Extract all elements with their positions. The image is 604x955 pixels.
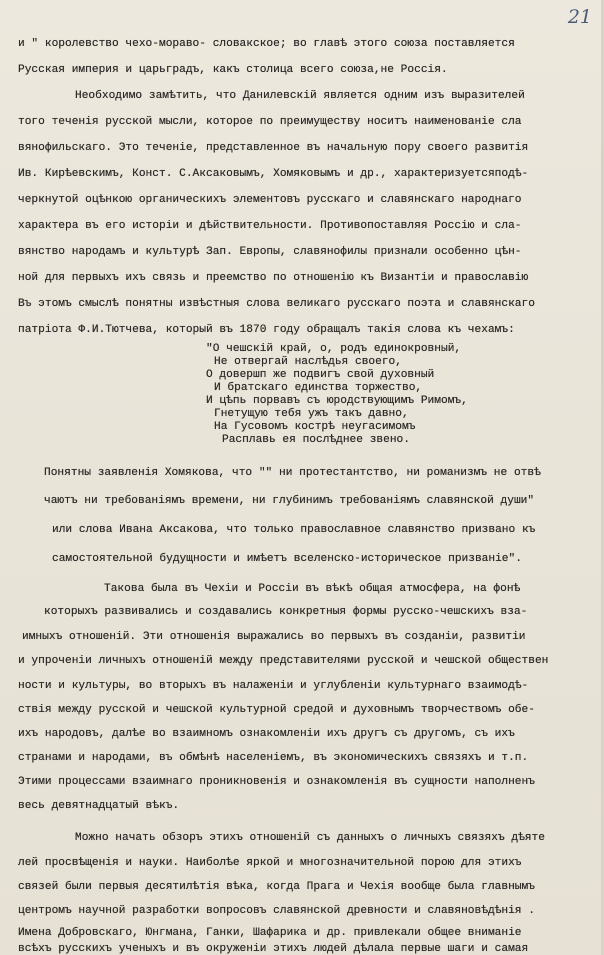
text-line: Необходимо замѣтить, что Данилевскій является одним изъ выразителей bbox=[75, 90, 525, 102]
text-line: Можно начать обзоръ этихъ отношеній съ данныхъ о личныхъ связяхъ дѣяте bbox=[75, 832, 545, 844]
text-line: ной для первыхъ ихъ связь и преемство по отношенію къ Византіи и православію bbox=[18, 272, 529, 284]
text-line: вянство народамъ и культурѣ Зап. Европы, славянофилы признали особенно цѣн- bbox=[18, 246, 522, 258]
text-line: ихъ народовъ, далѣе во взаимномъ ознакомленіи ихъ другъ съ другомъ, съ ихъ bbox=[18, 728, 515, 740]
poem-line: Гнетущую тебя ужъ такъ давно, bbox=[214, 408, 409, 420]
text-line: самостоятельной будущности и имѣетъ вселенско-историческое призваніе". bbox=[52, 553, 522, 565]
text-line: всѣхъ русскихъ ученыхъ и въ окруженіи этихъ людей дѣлала первые шаги и самая bbox=[18, 943, 529, 955]
text-line: черкнутой оцѣнкою органическихъ элементовъ русскаго и славянскаго народнаго bbox=[18, 194, 522, 206]
text-line: Такова была въ Чехіи и Россіи въ вѣкѣ общая атмосфера, на фонѣ bbox=[104, 583, 521, 595]
text-line: лей просвѣщенія и науки. Наиболѣе яркой и многозначительной порою для этихъ bbox=[18, 857, 522, 869]
text-line: и " королевство чехо-мораво- словакское; во главѣ этого союза поставляется bbox=[18, 38, 515, 50]
poem-line: "О чешскій край, о, родъ единокровный, bbox=[206, 343, 462, 355]
text-line: центромъ научной разработки вопросовъ славянской древности и славяновѣдѣнія . bbox=[18, 905, 535, 917]
poem-line: На Гусовомъ кострѣ неугасимомъ bbox=[214, 421, 416, 433]
text-line: связей были первыя десятилѣтія вѣка, когда Прага и Чехія вообще была главнымъ bbox=[18, 881, 535, 893]
poem-line: Не отвергай наслѣдья своего, bbox=[214, 356, 402, 368]
poem-line: И цѣпь порвавъ съ юродствующимъ Римомъ, bbox=[206, 395, 468, 407]
text-line: Имена Добровскаго, Юнгмана, Ганки, Шафарика и др. привлекали общее вниманіе bbox=[18, 927, 522, 939]
text-line: весь девятнадцатый вѣкъ. bbox=[18, 800, 180, 812]
text-line: характера въ его исторіи и дѣйствительности. Противопоставляя Россію и сла- bbox=[18, 220, 522, 232]
text-line: ствія между русской и чешской культурной средой и духовнымъ творчествомъ обе- bbox=[18, 704, 535, 716]
poem-line: Расплавь ея послѣднее звено. bbox=[222, 434, 410, 446]
text-line: или слова Ивана Аксакова, что только православное славянство призвано къ bbox=[52, 524, 536, 536]
text-line: ности и культуры, во вторыхъ въ налаженіи и углубленіи культурнаго взаимодѣ- bbox=[18, 680, 529, 692]
poem-line: О довершп же подвигъ свой духовный bbox=[206, 369, 435, 381]
text-line: и упроченіи личныхъ отношеній между представителями русской и чешской обществен bbox=[18, 655, 549, 667]
text-line: Въ этомъ смыслѣ понятны извѣстныя слова великаго русскаго поэта и славянскаго bbox=[18, 298, 535, 310]
text-line: чаютъ ни требованіямъ времени, ни глубинимъ требованіямъ славянской души" bbox=[44, 495, 535, 507]
text-line: вянофильскаго. Это теченіе, представленное въ начальную пору своего развитія bbox=[18, 142, 529, 154]
text-line: Русская империя и царьградъ, какъ столица всего союза,не Россія. bbox=[18, 64, 448, 76]
text-line: того теченія русской мысли, которое по преимуществу носитъ наименованіе сла bbox=[18, 116, 522, 128]
text-line: Понятны заявленія Хомякова, что "" ни протестантство, ни романизмъ не отвѣ bbox=[44, 467, 541, 479]
text-line: Ив. Кирѣевскимъ, Конст. С.Аксаковымъ, Хомяковымъ и др., характеризуетсяподѣ- bbox=[18, 168, 529, 180]
text-line: патріота Ф.И.Тютчева, который въ 1870 году обращалъ такія слова къ чехамъ: bbox=[18, 324, 515, 336]
page-number: 21 bbox=[567, 6, 592, 28]
poem-line: И братскаго единства торжество, bbox=[214, 382, 423, 394]
text-line: которыхъ развивались и создавались конкретныя формы русско-чешскихъ вза- bbox=[44, 606, 528, 618]
text-line: имныхъ отношеній. Эти отношенія выражались во первыхъ въ созданіи, развитіи bbox=[22, 631, 526, 643]
text-line: Этими процессами взаимнаго проникновенія и ознакомленія въ сущности наполненъ bbox=[18, 776, 535, 788]
text-line: странами и народами, въ обмѣнѣ населеніемъ, въ экономическихъ связяхъ и т.п. bbox=[18, 752, 529, 764]
